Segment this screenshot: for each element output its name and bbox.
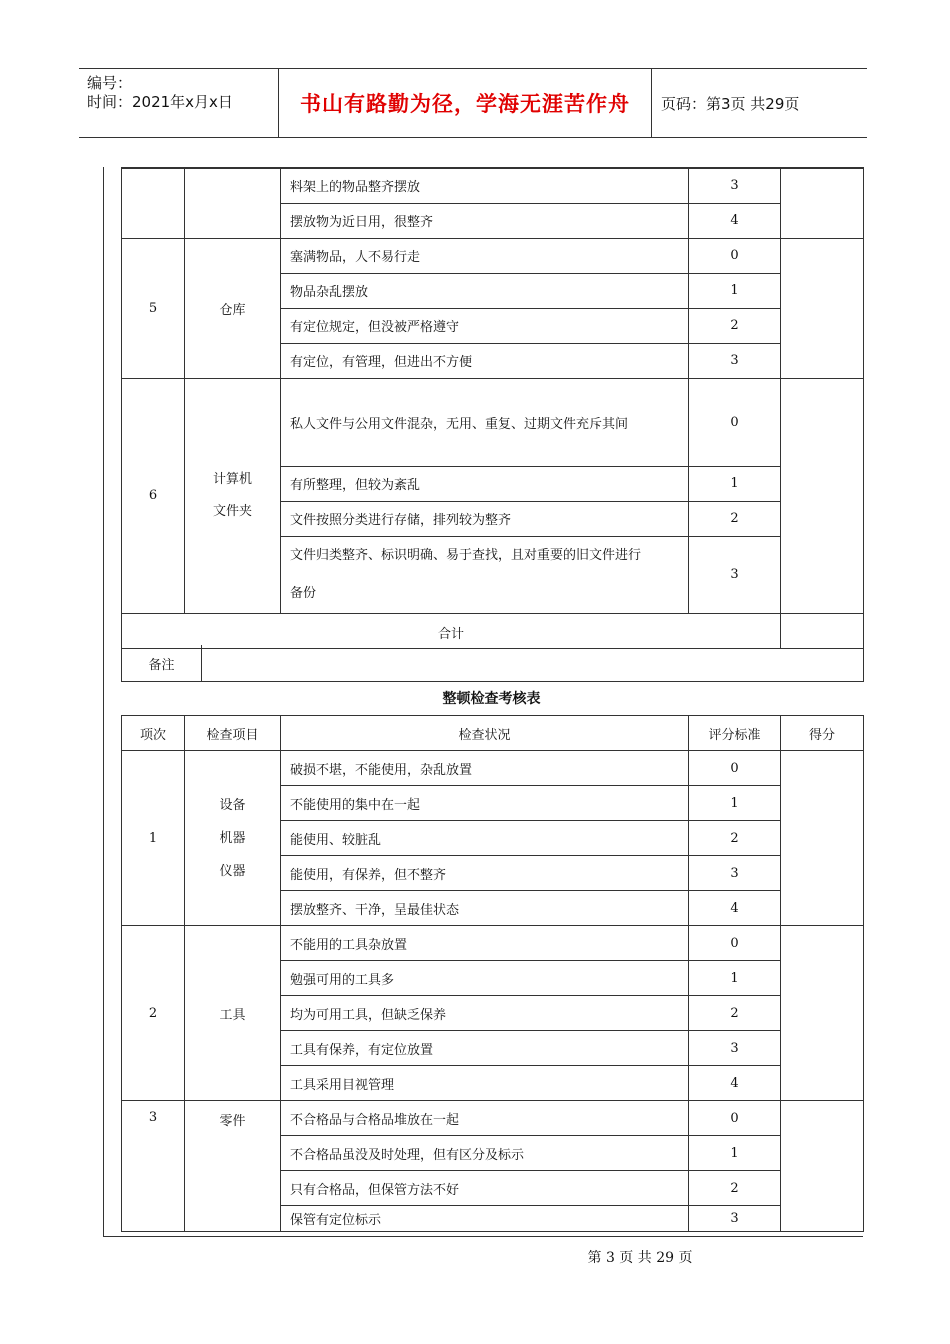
score-standard: 2 [689,996,781,1031]
header-meta [79,69,279,137]
check-status: 有定位规定，但没被严格遵守 [281,308,689,343]
item-name-line: 机器 [219,830,246,846]
number-label: 编号： [87,74,133,92]
table-continuation [121,167,864,649]
footer-page-number: 第 3 页 共 29 页 [587,1250,693,1266]
score-standard: 0 [689,926,781,961]
motto: 书山有路勤为径，学海无涯苦作舟 [279,69,652,137]
check-status: 不合格品与合格品堆放在一起 [281,1101,689,1136]
header-score: 得分 [781,716,864,751]
score-standard: 3 [689,343,781,378]
total-label: 合计 [122,613,781,648]
check-status: 不能使用的集中在一起 [281,786,689,821]
check-status: 有所整理，但较为紊乱 [281,466,689,501]
score-cell [781,378,864,613]
score-standard: 2 [689,501,781,536]
check-status: 能使用，有保养，但不整齐 [281,856,689,891]
item-number: 2 [122,926,185,1101]
date-label: 时间：2021年x月x日 [87,93,233,111]
item-number: 6 [122,378,185,613]
score-standard: 4 [689,891,781,926]
inspection-table [121,715,864,1232]
score-standard: 1 [689,786,781,821]
total-row [122,613,864,648]
score-cell [781,1101,864,1232]
item-name: 工具 [185,926,281,1101]
header-standard: 评分标准 [689,716,781,751]
table-row [122,238,864,273]
remark-label: 备注 [122,645,202,681]
item-name: 零件 [185,1101,281,1232]
table-row [122,751,864,786]
check-status: 不能用的工具杂放置 [281,926,689,961]
page-header [79,68,867,138]
check-status: 只有合格品，但保管方法不好 [281,1171,689,1206]
header-status: 检查状况 [281,716,689,751]
header-item-no: 项次 [122,716,185,751]
check-status: 不合格品虽没及时处理，但有区分及标示 [281,1136,689,1171]
score-standard: 3 [689,1206,781,1232]
check-status: 能使用、较脏乱 [281,821,689,856]
item-number: 1 [122,751,185,926]
header-item: 检查项目 [185,716,281,751]
score-standard: 3 [689,1031,781,1066]
remark-value [202,645,864,681]
page-info: 页码：第3页 共29页 [661,94,800,113]
table-row [122,168,864,203]
score-standard: 0 [689,238,781,273]
score-cell [781,751,864,926]
check-status: 私人文件与公用文件混杂，无用、重复、过期文件充斥其间 [281,378,689,466]
item-name-line: 仪器 [219,863,246,879]
check-status: 有定位，有管理，但进出不方便 [281,343,689,378]
item-name [185,378,281,613]
header-row [122,716,864,751]
check-status: 均为可用工具，但缺乏保养 [281,996,689,1031]
check-status-line: 备份 [290,585,317,601]
item-name: 仓库 [185,238,281,378]
score-standard: 4 [689,1066,781,1101]
score-standard: 0 [689,378,781,466]
score-standard: 1 [689,1136,781,1171]
score-cell [781,238,864,378]
check-status: 工具采用目视管理 [281,1066,689,1101]
score-standard: 2 [689,821,781,856]
score-standard: 3 [689,536,781,613]
score-standard: 3 [689,168,781,203]
score-cell [781,926,864,1101]
check-status: 保管有定位标示 [281,1206,689,1232]
check-status: 破损不堪，不能使用，杂乱放置 [281,751,689,786]
table-row [122,1101,864,1136]
remark-row [122,645,864,681]
check-status-line: 文件归类整齐、标识明确、易于查找，且对重要的旧文件进行 [290,547,642,563]
score-standard: 4 [689,203,781,238]
score-standard: 0 [689,751,781,786]
check-status: 摆放物为近日用，很整齐 [281,203,689,238]
check-status: 工具有保养，有定位放置 [281,1031,689,1066]
item-name [185,751,281,926]
check-status: 塞满物品，人不易行走 [281,238,689,273]
check-status: 摆放整齐、干净，呈最佳状态 [281,891,689,926]
score-standard: 2 [689,308,781,343]
frame-left-line [103,167,104,1236]
table-row [122,926,864,961]
item-number: 5 [122,238,185,378]
item-name-line: 计算机 [212,471,252,487]
page-footer [0,1247,950,1267]
total-score-cell [781,613,864,648]
check-status: 物品杂乱摆放 [281,273,689,308]
check-status: 勉强可用的工具多 [281,961,689,996]
item-name-line: 文件夹 [212,503,252,519]
table-row [122,378,864,466]
score-standard: 0 [689,1101,781,1136]
score-standard: 1 [689,466,781,501]
item-number: 3 [122,1101,185,1232]
check-status [281,536,689,613]
score-cell [781,168,864,238]
check-status: 料架上的物品整齐摆放 [281,168,689,203]
check-status: 文件按照分类进行存储，排列较为整齐 [281,501,689,536]
score-standard: 3 [689,856,781,891]
score-standard: 1 [689,961,781,996]
score-standard: 2 [689,1171,781,1206]
frame-bottom-line [103,1236,863,1237]
table-title: 整顿检查考核表 [442,691,541,707]
remark-table [121,645,864,682]
item-name-line: 设备 [219,797,246,813]
score-standard: 1 [689,273,781,308]
